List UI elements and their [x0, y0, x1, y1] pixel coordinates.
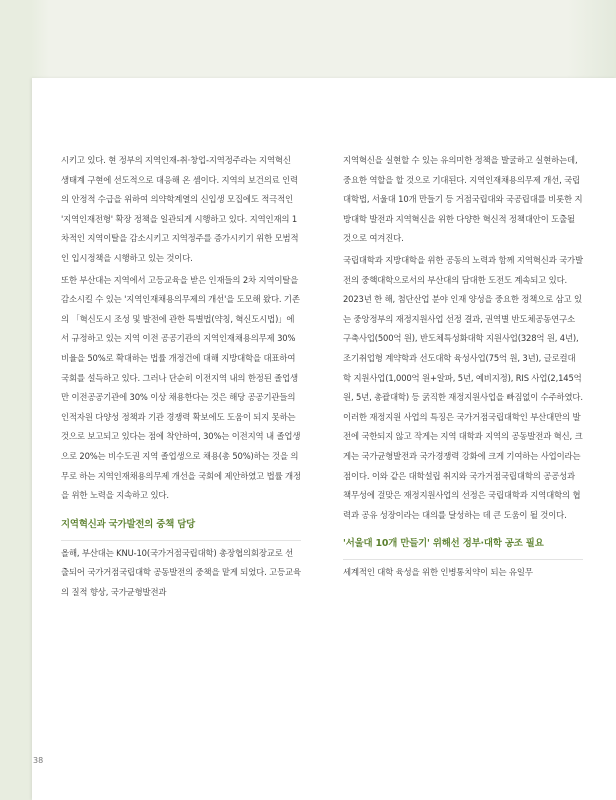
- right-column: [343, 151, 583, 583]
- paragraph: 또한 부산대는 지역에서 고등교육을 받은 인재들의 2차 지역이탈을 감소시킬 수 있는 '지역인재채용의무제의 개선'을 도모해 왔다. 기존의 「혁신도시 조성 및 발전에 관한 특별법(약칭, 혁신도시법)」에서 규정하고 있는 지역 이전 공공기관의 지역인재채용의무제 30% 비율을 50%로 확대하는 법률 개정건에 대해 지방대학을 대표하여 국회를 설득하고 있다. 그러나 단순히 이전지역 내의 한정된 졸업생만 이전공공기관에 30% 이상 채용한다는 것은 해당 공공기관들의 인적자원 다양성 정책과 기관 경쟁력 확보에도 도움이 되지 못하는 것으로 보고되고 있다는 점에 착안하여, 30%는 이전지역 내 졸업생으로 20%는 비수도권 지역 졸업생으로 채용(총 50%)하는 것을 의무로 하는 지역인재채용의무제 개선을 국회에 제안하였고 법률 개정을 위한 노력을 지속하고 있다.: [61, 274, 301, 501]
- paragraph: 올해, 부산대는 KNU-10(국가거점국립대학) 총장협의회장교로 선출되어 국가거점국립대학 공동발전의 중책을 맡게 되었다. 고등교육의 질적 향상, 국가균형발전과: [61, 547, 301, 597]
- page-number: 38: [33, 756, 44, 765]
- section-heading: 지역혁신과 국가발전의 중책 담당: [61, 515, 301, 541]
- section-heading: '서울대 10개 만들기' 위해선 정부·대학 공조 필요: [343, 534, 583, 560]
- paragraph: 시키고 있다. 현 정부의 지역인재-취·창업-지역정주라는 지역혁신 생태계 구현에 선도적으로 대응해 온 셈이다. 지역의 보건의료 인력의 안정적 수급을 위하여 의약학계열의 신입생 모집에도 적극적인 '지역인재전형' 확장 정책을 일관되게 시행하고 있다. 지역인재의 1차적인 지역이탈을 감소시키고 지역정주를 증가시키기 위한 모범적인 입시정책을 시행하고 있는 것이다.: [61, 155, 299, 263]
- paragraph: 세계적인 대학 육성을 위한 인병통치약이 되는 유일무: [343, 567, 533, 578]
- paragraph: 국립대학과 지방대학을 위한 공동의 노력과 함께 지역혁신과 국가발전의 중핵대학으로서의 부산대의 담대한 도전도 계속되고 있다. 2023년 한 해, 첨단산업 분야 인재 양성을 중요한 정책으로 삼고 있는 중앙정부의 재정지원사업 선정 결과, 권역별 반도체공동연구소 구축사업(500억 원), 반도체특성화대학 지원사업(328억 원, 4년), 조기취업형 계약학과 선도대학 육성사업(75억 원, 3년), 글로컬대학 지원사업(1,000억 원+알파, 5년, 예비지정), RIS 사업(2,145억 원, 5년, 총괄대학) 등 굵직한 재정지원사업을 빠짐없이 수주하였다. 이러한 재정지원 사업의 특징은 국가거점국립대학인 부산대만의 발전에 국한되지 않고 작게는 지역 대학과 지역의 공동발전과 혁신, 크게는 국가균형발전과 국가경쟁력 강화에 크게 기여하는 사업이라는 점이다. 이와 같은 대학설립 취지와 국가거점국립대학의 공공성과 책무성에 걸맞은 재정지원사업의 선정은 국립대학과 지역대학의 협력과 공유 성장이라는 대의를 달성하는 데 큰 도움이 될 것이다.: [343, 254, 583, 520]
- left-column: [61, 151, 301, 602]
- paragraph: 지역혁신을 실현할 수 있는 유의미한 정책을 발굴하고 실현하는데, 중요한 역할을 할 것으로 기대된다. 지역인재채용의무제 개선, 국립대학법, 서울대 10개 만들기 등 거점국립대와 국공립대를 비롯한 지방대학 발전과 지역혁신을 위한 다양한 혁신적 정책대안이 도출될 것으로 여겨진다.: [343, 155, 583, 244]
